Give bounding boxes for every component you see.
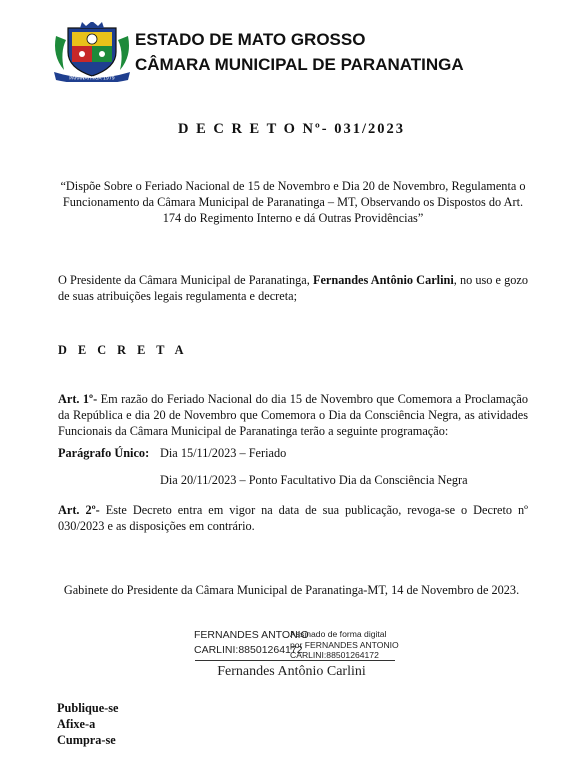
header-state: ESTADO DE MATO GROSSO xyxy=(135,30,366,49)
preamble-name: Fernandes Antônio Carlini xyxy=(312,273,454,287)
signature-digital-line-1: Assinado de forma digital xyxy=(290,629,387,639)
decree-title: D E C R E T O Nº- 031/2023 xyxy=(177,121,406,137)
paragraph-unico-label: Parágrafo Único: xyxy=(58,446,150,460)
signatory-printed-name: Fernandes Antônio Carlini xyxy=(217,664,366,679)
signature-name-line-2: CARLINI:88501264172 xyxy=(194,644,303,656)
preamble-start: O Presidente da Câmara Municipal de Paranatinga, xyxy=(58,273,313,287)
article-1 xyxy=(58,391,528,439)
closing-block xyxy=(57,700,119,748)
signature-line xyxy=(195,660,395,661)
preamble-paragraph xyxy=(58,272,528,304)
article-2-text: Este Decreto entra em vigor na data de sua publicação, revoga-se o Decreto nº 030/2023 e as disposições em contrário. xyxy=(58,503,528,533)
signature-name-line-1: FERNANDES ANTONIO xyxy=(194,629,309,641)
header-chamber: CÂMARA MUNICIPAL DE PARANATINGA xyxy=(135,55,464,74)
signature-digital-line-3: CARLINI:88501264172 xyxy=(290,650,379,660)
schedule-line-1: Dia 15/11/2023 – Feriado xyxy=(160,446,287,460)
closing-cumpra: Cumpra-se xyxy=(57,733,116,747)
digital-signature-stamp xyxy=(290,629,399,661)
article-2 xyxy=(58,502,528,534)
municipal-crest-icon xyxy=(50,22,134,82)
article-1-label: Art. 1º- xyxy=(58,392,98,406)
article-2-label: Art. 2º- xyxy=(58,503,100,517)
signature-digital-line-2: por FERNANDES ANTONIO xyxy=(290,639,399,650)
schedule-line-2: Dia 20/11/2023 – Ponto Facultativo Dia da Consciência Negra xyxy=(160,473,468,487)
article-1-text: Em razão do Feriado Nacional do dia 15 de Novembro que Comemora a Proclamação da República e dia 20 de Novembro que Comemora o Dia da Consciência Negra, as atividades Funcionais da Câmara Municipal de Paranatinga terão a seguinte programação: xyxy=(58,392,528,438)
crest-ribbon-text: PARANATINGA 1979 xyxy=(69,76,115,82)
decreta-heading: D E C R E T A xyxy=(58,343,188,357)
preamble-end: , no uso e gozo de suas atribuições legais regulamenta e decreta; xyxy=(58,273,528,303)
place-and-date: Gabinete do Presidente da Câmara Municipal de Paranatinga-MT, 14 de Novembro de 2023. xyxy=(63,583,520,597)
decree-ementa: “Dispõe Sobre o Feriado Nacional de 15 de Novembro e Dia 20 de Novembro, Regulamenta o Funcionamento da Câmara Municipal de Paranatinga – MT, Observando os Dispostos do Art. 174 do Regimento Interno e dá Outras Providências” xyxy=(60,179,526,225)
closing-publique: Publique-se xyxy=(57,701,119,715)
closing-afixe: Afixe-a xyxy=(57,717,96,731)
